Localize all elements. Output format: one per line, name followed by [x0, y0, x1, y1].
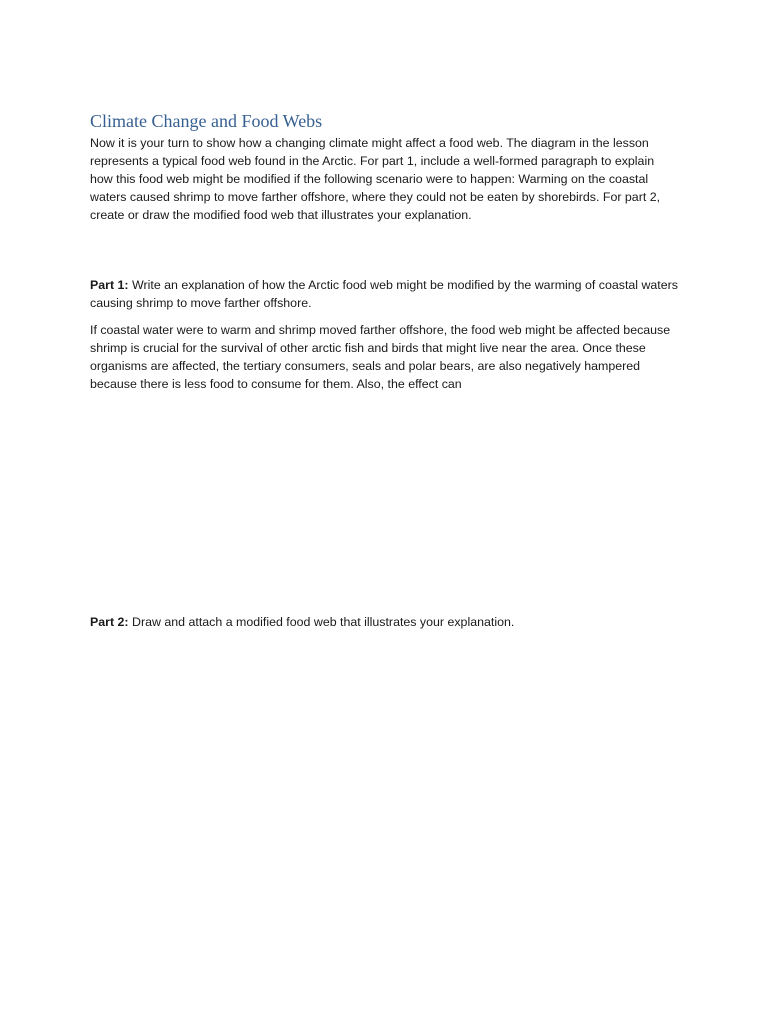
part1-prompt: Write an explanation of how the Arctic food web might be modified by the warming of coastal waters causing shrimp to move farther offshore.: [90, 278, 678, 310]
part1-label: Part 1:: [90, 278, 129, 292]
part2-prompt: Draw and attach a modified food web that illustrates your explanation.: [132, 615, 515, 629]
part1-paragraph: [90, 276, 678, 312]
intro-paragraph: Now it is your turn to show how a changing climate might affect a food web. The diagram in the lesson represents a typical food web found in the Arctic. For part 1, include a well-formed paragraph to explain how this food web might be modified if the following scenario were to happen: Warming on the coastal waters caused shrimp to move farther offshore, where they could not be eaten by shorebirds. For part 2, create or draw the modified food web that illustrates your explanation.: [90, 136, 661, 222]
part2-paragraph: [90, 613, 678, 631]
part2-label: Part 2:: [90, 615, 129, 629]
part1-answer: If coastal water were to warm and shrimp moved farther offshore, the food web might be affected because shrimp is crucial for the survival of other arctic fish and birds that might live near the area. Once these organisms are affected, the tertiary consumers, seals and polar bears, are also negatively hampered because there is less food to consume for them. Also, the effect can: [90, 323, 671, 391]
document-title: Climate Change and Food Webs: [90, 111, 323, 131]
